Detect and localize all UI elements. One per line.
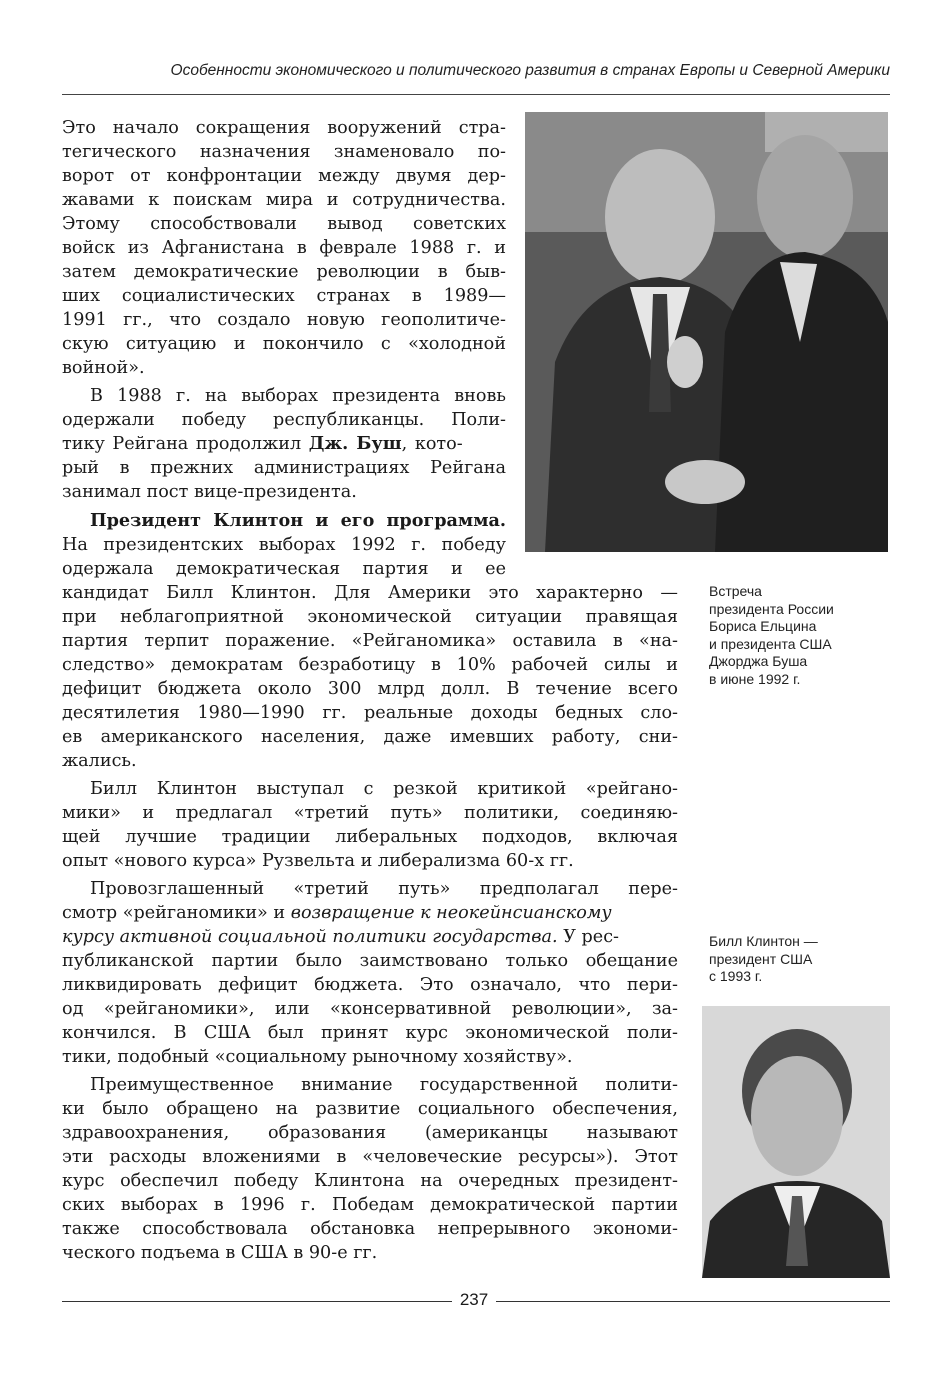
text-line: одержали победу республиканцы. Поли- xyxy=(62,410,506,430)
text-line: 1991 гг., что создало новую геополитиче- xyxy=(62,310,506,330)
text-line: занимал пост вице-президента. xyxy=(62,482,357,502)
section-heading: Президент Клинтон и его программа. xyxy=(90,510,506,531)
header-rule xyxy=(62,94,890,95)
text-line: ских выборах в 1996 г. Победам демократической партии xyxy=(62,1195,678,1215)
text-fragment: тику Рейгана продолжил xyxy=(62,434,302,454)
text-line: партия терпит поражение. «Рейганомика» оставила в «на- xyxy=(62,631,678,651)
caption-line: в июне 1992 г. xyxy=(709,670,801,687)
text-line: Билл Клинтон выступал с резкой критикой «рейгано- xyxy=(90,779,678,799)
text-line: жавами к поискам мира и сотрудничества. xyxy=(62,190,506,210)
text-line: кандидат Билл Клинтон. Для Америки это характерно — xyxy=(62,583,678,603)
running-header: Особенности экономического и политического развития в странах Европы и Северной Америки xyxy=(170,62,890,79)
text-line: мики» и предлагал «третий путь» политики, соединяю- xyxy=(62,803,678,823)
text-line: ворот от конфронтации между двумя дер- xyxy=(62,166,506,186)
text-fragment: смотр «рейганомики» и xyxy=(62,903,291,923)
text-line xyxy=(62,432,506,456)
text-line: ев американского населения, даже имевших работу, сни- xyxy=(62,727,678,747)
footer-rule-left xyxy=(62,1301,452,1302)
photo-yeltsin-bush xyxy=(525,112,888,552)
text-line: На президентских выборах 1992 г. победу xyxy=(62,535,506,555)
text-line xyxy=(62,925,678,949)
text-line: од «рейганомики», или «консервативной революции», за- xyxy=(62,999,678,1019)
text-line: жались. xyxy=(62,751,137,771)
text-fragment: , кото- xyxy=(401,434,463,454)
caption-line: и президента США xyxy=(709,635,832,652)
text-line: следство» демократам безработицу в 10% рабочей силы и xyxy=(62,655,678,675)
footer-rule-right xyxy=(496,1301,890,1302)
caption-line: с 1993 г. xyxy=(709,968,763,984)
text-line: затем демократические революции в быв- xyxy=(62,262,506,282)
text-line: также способствовала обстановка непрерывного экономи- xyxy=(62,1219,678,1239)
text-line: рый в прежних администрациях Рейгана xyxy=(62,458,506,478)
caption-line: Встреча xyxy=(709,583,762,599)
text-line xyxy=(62,901,678,925)
text-line: войск из Афганистана в феврале 1988 г. и xyxy=(62,238,506,258)
page-number: 237 xyxy=(459,1290,489,1309)
text-line: одержала демократическая партия и ее xyxy=(62,559,506,579)
text-line: здравоохранения, образования (американцы называют xyxy=(62,1123,678,1143)
text-line: кончился. В США был принят курс экономической поли- xyxy=(62,1023,678,1043)
text-line: В 1988 г. на выборах президента вновь xyxy=(90,386,506,406)
caption-line: Джорджа Буша xyxy=(709,653,808,669)
text-fragment: У рес- xyxy=(557,927,619,947)
text-line: ческого подъема в США в 90-е гг. xyxy=(62,1243,378,1263)
text-line: при неблагоприятной экономической ситуации правящая xyxy=(62,607,678,627)
text-line: Это начало сокращения вооружений стра- xyxy=(62,118,506,138)
text-line: дефицит бюджета около 300 млрд долл. В течение всего xyxy=(62,679,678,699)
text-line: опыт «нового курса» Рузвельта и либерализма 60-х гг. xyxy=(62,851,574,871)
caption-small-photo xyxy=(709,933,818,986)
text-line: курс обеспечил победу Клинтона на очередных президент- xyxy=(62,1171,678,1191)
photo-clinton-portrait xyxy=(702,1006,890,1278)
text-line: публиканской партии было заимствовано только обещание xyxy=(62,951,678,971)
text-line: Преимущественное внимание государственной полити- xyxy=(90,1075,678,1095)
text-line: ликвидировать дефицит бюджета. Это означало, что пери- xyxy=(62,975,678,995)
text-line: скую ситуацию и покончило с «холодной xyxy=(62,334,506,354)
term-bush: Дж. Буш xyxy=(308,433,402,454)
caption-line: Бориса Ельцина xyxy=(709,618,817,634)
text-line: тики, подобный «социальному рыночному хозяйству». xyxy=(62,1047,573,1067)
emphasis-fragment: возвращение к неокейнсианскому xyxy=(290,903,612,923)
text-line: Этому способствовали вывод советских xyxy=(62,214,506,234)
emphasis-fragment: курсу активной социальной политики государства. xyxy=(62,927,558,947)
text-line: тегического назначения знаменовало по- xyxy=(62,142,506,162)
text-line: щей лучшие традиции либеральных подходов, включая xyxy=(62,827,678,847)
text-line: десятилетия 1980—1990 гг. реальные доходы бедных сло- xyxy=(62,703,678,723)
text-line: Провозглашенный «третий путь» предполагал пере- xyxy=(90,879,678,899)
text-line: эти расходы вложениями в «человеческие ресурсы»). Этот xyxy=(62,1147,678,1167)
text-line: войной». xyxy=(62,358,145,378)
caption-main-photo xyxy=(709,583,834,688)
caption-line: Билл Клинтон — xyxy=(709,933,818,949)
text-line: ки было обращено на развитие социального обеспечения, xyxy=(62,1099,678,1119)
caption-line: президента России xyxy=(709,600,834,617)
text-line: ших социалистических странах в 1989— xyxy=(62,286,506,306)
caption-line: президент США xyxy=(709,950,813,967)
